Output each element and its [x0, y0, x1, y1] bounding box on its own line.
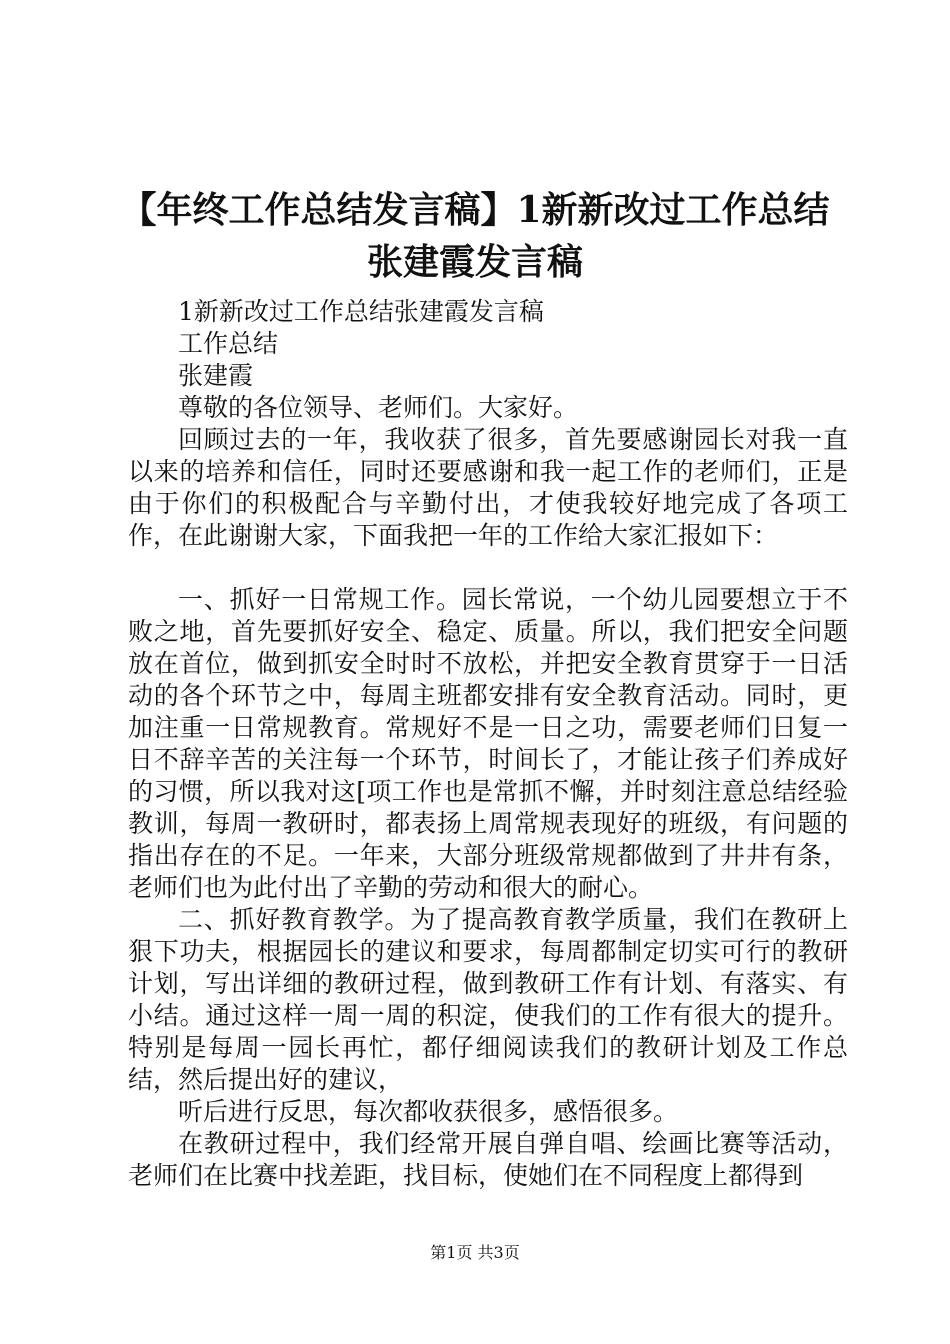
- page-footer: 第1页 共3页: [430, 1243, 520, 1262]
- paragraph-greeting: 尊敬的各位领导、老师们。大家好。: [178, 393, 579, 422]
- paragraph-doc-type: 工作总结: [178, 329, 279, 358]
- document-body: [128, 296, 848, 1192]
- document-title-line-1: 【年终工作总结发言稿】1新新改过工作总结: [120, 189, 830, 231]
- paragraph-section-2: 二、抓好教育教学。为了提高教育教学质量，我们在教研上狠下功夫，根据园长的建议和要求，每周都制定切实可行的教研计划，写出详细的教研过程，做到教研工作有计划、有落实、有小结。通过这样一周一周的积淀，使我们的工作有很大的提升。特别是每周一园长再忙，都仔细阅读我们的教研计划及工作总结，然后提出好的建议，: [128, 905, 848, 1094]
- paragraph-author: 张建霞: [178, 361, 254, 390]
- document-title-line-2: 张建霞发言稿: [366, 241, 583, 283]
- paragraph-section-1: 一、抓好一日常规工作。园长常说，一个幼儿园要想立于不败之地，首先要抓好安全、稳定、质量。所以，我们把安全问题放在首位，做到抓安全时时不放松，并把安全教育贯穿于一日活动的各个环节之中，每周主班都安排有安全教育活动。同时，更加注重一日常规教育。常规好不是一日之功，需要老师们日复一日不辞辛苦的关注每一个环节，时间长了，才能让孩子们养成好的习惯，所以我对这[项工作也是常抓不懈，并时刻注意总结经验教训，每周一教研时，都表扬上周常规表现好的班级，有问题的指出存在的不足。一年来，大部分班级常规都做到了井井有条，老师们也为此付出了辛勤的劳动和很大的耐心。: [128, 585, 848, 902]
- paragraph-subtitle: 1新新改过工作总结张建霞发言稿: [178, 297, 544, 326]
- paragraph-reflection: 听后进行反思，每次都收获很多，感悟很多。: [178, 1097, 679, 1126]
- paragraph-intro: 回顾过去的一年，我收获了很多，首先要感谢园长对我一直以来的培养和信任，同时还要感谢和我一起工作的老师们，正是由于你们的积极配合与辛勤付出，才使我较好地完成了各项工作，在此谢谢大家，下面我把一年的工作给大家汇报如下：: [128, 425, 848, 550]
- paragraph-research: 在教研过程中，我们经常开展自弹自唱、绘画比赛等活动，老师们在比赛中找差距，找目标，使她们在不同程度上都得到: [128, 1129, 848, 1190]
